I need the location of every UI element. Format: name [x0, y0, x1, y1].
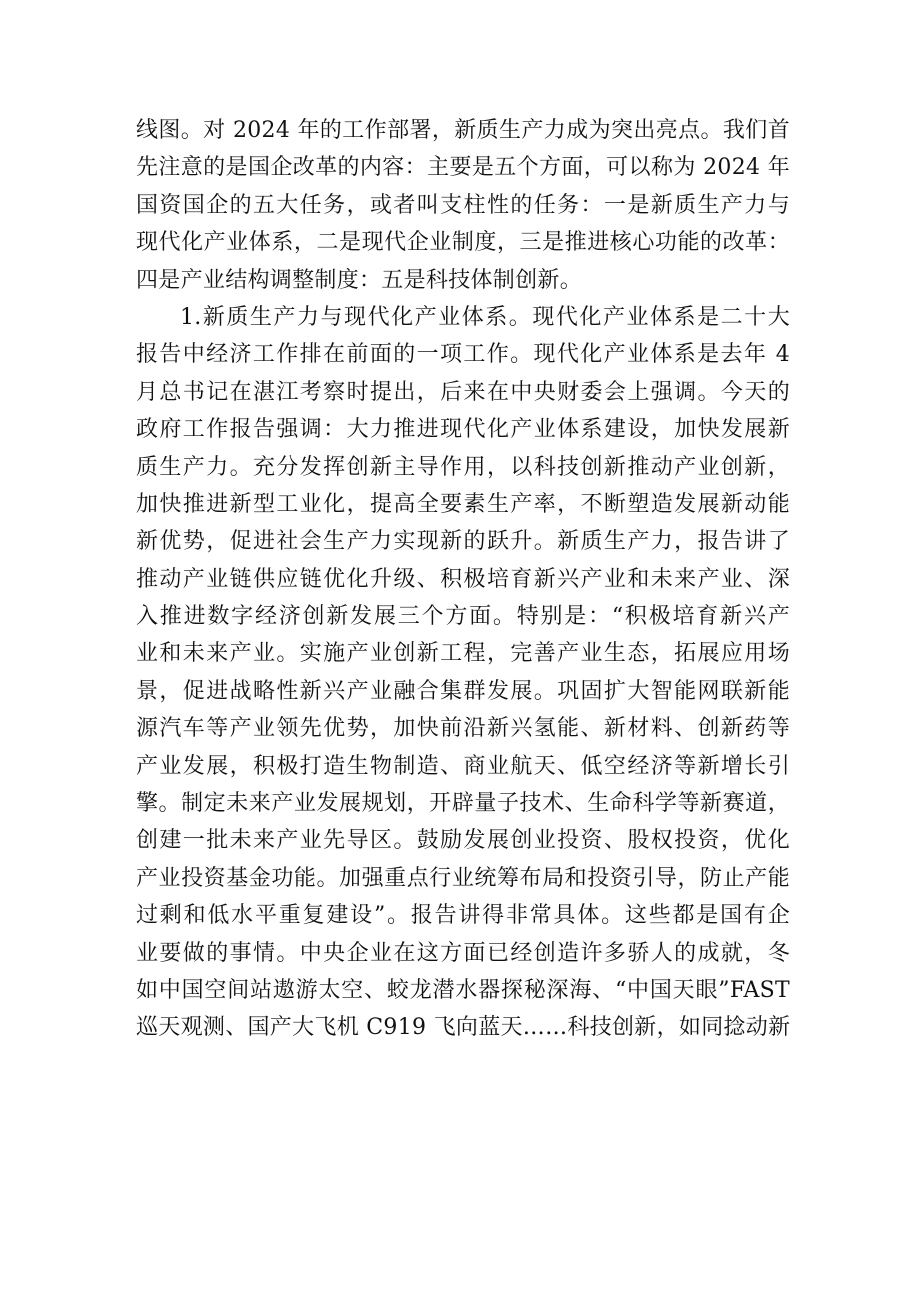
- text-line: 现代化产业体系，二是现代企业制度，三是推进核心功能的改革：: [136, 230, 790, 256]
- text-line: 创建一批未来产业先导区。鼓励发展创业投资、股权投资，优化: [136, 828, 790, 854]
- text-line: 业要做的事情。中央企业在这方面已经创造许多骄人的成就，冬: [136, 940, 790, 966]
- text-line: 报告中经济工作排在前面的一项工作。现代化产业体系是去年 4: [136, 342, 790, 368]
- text-line: 质生产力。充分发挥创新主导作用，以科技创新推动产业创新，: [136, 454, 790, 480]
- text-line: 巡天观测、国产大飞机 C919 飞向蓝天……科技创新，如同捻动新: [136, 1015, 791, 1041]
- text-line: 月总书记在湛江考察时提出，后来在中央财委会上强调。今天的: [136, 379, 790, 405]
- text-line: 如中国空间站遨游太空、蛟龙潜水器探秘深海、“中国天眼”FAST: [136, 977, 790, 1003]
- text-line: 过剩和低水平重复建设”。报告讲得非常具体。这些都是国有企: [136, 903, 790, 929]
- text-line: 源汽车等产业领先优势，加快前沿新兴氢能、新材料、创新药等: [136, 716, 790, 742]
- text-line: 景，促进战略性新兴产业融合集群发展。巩固扩大智能网联新能: [136, 678, 790, 704]
- text-line: 入推进数字经济创新发展三个方面。特别是：“积极培育新兴产: [136, 604, 790, 630]
- text-line: 国资国企的五大任务，或者叫支柱性的任务：一是新质生产力与: [136, 192, 790, 218]
- document-body: [136, 112, 790, 1047]
- text-line: 业和未来产业。实施产业创新工程，完善产业生态，拓展应用场: [136, 641, 790, 667]
- text-line: 擎。制定未来产业发展规划，开辟量子技术、生命科学等新赛道，: [136, 791, 790, 817]
- paragraph-1: [136, 299, 790, 1047]
- paragraph-continuation: [136, 112, 790, 299]
- text-line: 线图。对 2024 年的工作部署，新质生产力成为突出亮点。我们首: [136, 118, 790, 143]
- text-line: 加快推进新型工业化，提高全要素生产率，不断塑造发展新动能: [136, 491, 790, 517]
- text-line: 政府工作报告强调：大力推进现代化产业体系建设，加快发展新: [136, 417, 790, 443]
- text-line: 产业发展，积极打造生物制造、商业航天、低空经济等新增长引: [136, 753, 790, 779]
- text-line: 产业投资基金功能。加强重点行业统筹布局和投资引导，防止产能: [136, 865, 790, 891]
- text-line: 先注意的是国企改革的内容：主要是五个方面，可以称为 2024 年: [136, 155, 790, 181]
- text-line: 1.新质生产力与现代化产业体系。现代化产业体系是二十大: [180, 304, 790, 330]
- text-line: 新优势，促进社会生产力实现新的跃升。新质生产力，报告讲了: [136, 529, 790, 555]
- text-line: 推动产业链供应链优化升级、积极培育新兴产业和未来产业、深: [136, 566, 790, 592]
- text-line: 四是产业结构调整制度：五是科技体制创新。: [136, 267, 583, 293]
